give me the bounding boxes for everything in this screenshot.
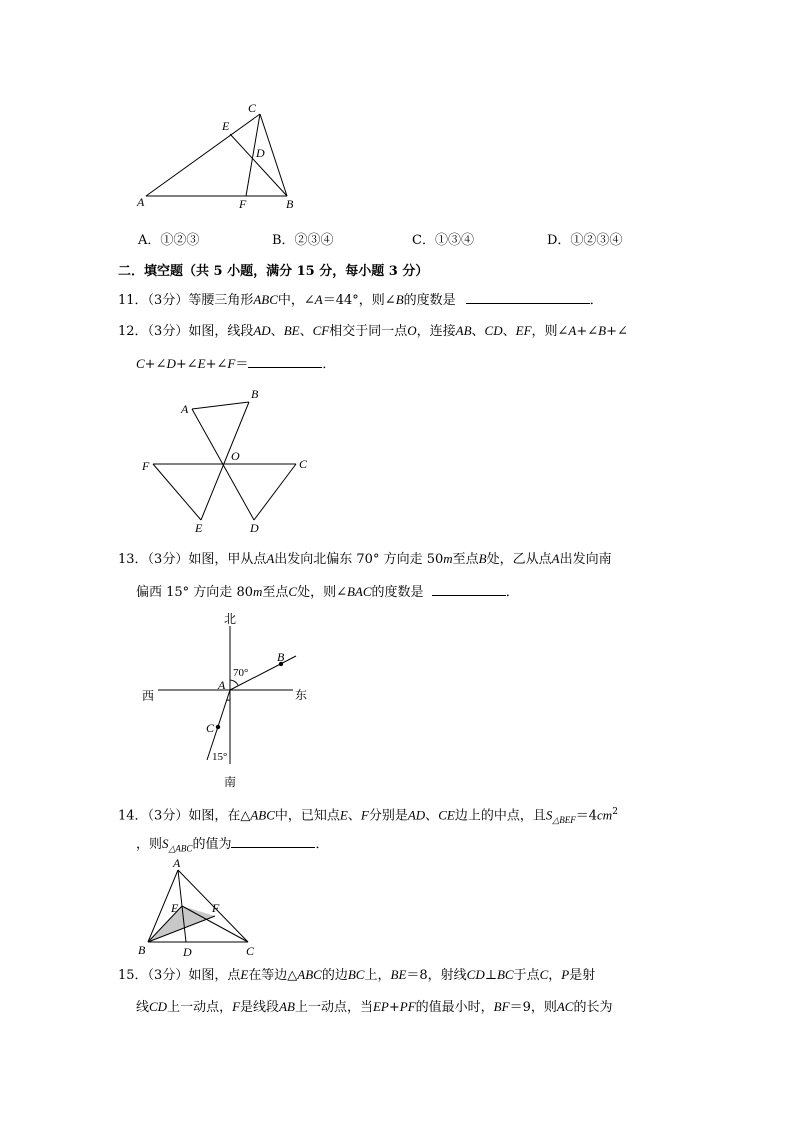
question-13-line2: 偏西 15° 方向走 80m至点C处，则∠BAC的度数是 ．: [136, 584, 519, 600]
figure-q13: [138, 608, 318, 792]
fig13-east: 东: [295, 688, 308, 702]
option-c: C．①③④: [412, 233, 474, 248]
question-15-line2: 线CD上一动点，F是线段AB上一动点，当EP+PF的值最小时，BF＝9，则AC的长为: [136, 999, 613, 1015]
fig14-label-A: A: [173, 856, 181, 870]
point-C: [216, 725, 220, 729]
fig10-label-E: E: [222, 119, 230, 133]
fig14-label-B: B: [138, 943, 146, 957]
fig12-label-C: C: [299, 457, 308, 471]
question-14-line2: ，则$S_{\triangle ABC}$的值为 ．: [136, 836, 329, 854]
question-15-line1: 15．（3分）如图，点E在等边△ABC的边BC上，BE＝8，射线CD⊥BC于点C，P是射: [118, 967, 596, 983]
fig13-south: 南: [224, 775, 237, 789]
fig12-label-A: A: [181, 402, 189, 416]
figure-q12: [138, 386, 318, 536]
fig13-deg70: 70°: [233, 667, 249, 679]
fig12-label-F: F: [142, 459, 150, 473]
question-12-line1: 12．（3分）如图，线段AD、BE、CF相交于同一点O，连接AB、CD、EF，则∠A+∠B+∠: [118, 323, 628, 339]
fig13-label-B: B: [277, 650, 285, 664]
fig12-label-D: D: [250, 521, 259, 535]
fig13-label-A: A: [218, 678, 226, 692]
answer-blank-12[interactable]: [248, 354, 322, 368]
fig14-label-C: C: [246, 944, 255, 958]
answer-blank-13[interactable]: [432, 582, 506, 596]
fig10-label-B: B: [286, 197, 294, 211]
fig13-north: 北: [224, 612, 237, 626]
figure-q14: [136, 856, 266, 960]
fig14-label-E: E: [171, 901, 179, 915]
question-12-line2: C+∠D+∠E+∠F＝ ．: [136, 356, 336, 372]
answer-blank-14[interactable]: [231, 834, 315, 848]
fig14-label-F: F: [212, 901, 220, 915]
option-d: D．①②③④: [547, 233, 623, 248]
figure-q10: [130, 98, 310, 216]
option-a: A．①②③: [138, 233, 200, 248]
fig10-label-D: D: [256, 146, 265, 160]
fig12-label-O: O: [231, 449, 240, 463]
option-b: B．②③④: [272, 233, 334, 248]
fig13-deg15: 15°: [212, 751, 228, 763]
fig12-label-E: E: [195, 521, 203, 535]
fig10-label-A: A: [137, 195, 145, 209]
fig13-label-C: C: [206, 721, 215, 735]
answer-blank-11[interactable]: [466, 290, 590, 304]
fig12-label-B: B: [251, 387, 259, 401]
fig13-west: 西: [142, 689, 155, 703]
question-14-line1: 14．（3分）如图，在△ABC中，已知点E、F分别是AD、CE边上的中点，且$S_{\triangle BEF}=4cm^2$: [118, 807, 618, 825]
question-11: 11．（3分）等腰三角形ABC中，∠A＝44°，则∠B的度数是 ．: [118, 292, 603, 308]
fig10-label-C: C: [248, 101, 257, 115]
fig14-label-D: D: [183, 945, 192, 959]
question-13-line1: 13．（3分）如图，甲从点A出发向北偏东 70° 方向走 50m至点B处，乙从点A出发向南: [118, 551, 612, 567]
section-heading: 二．填空题（共 5 小题，满分 15 分，每小题 3 分）: [118, 264, 429, 279]
fig10-label-F: F: [239, 197, 247, 211]
